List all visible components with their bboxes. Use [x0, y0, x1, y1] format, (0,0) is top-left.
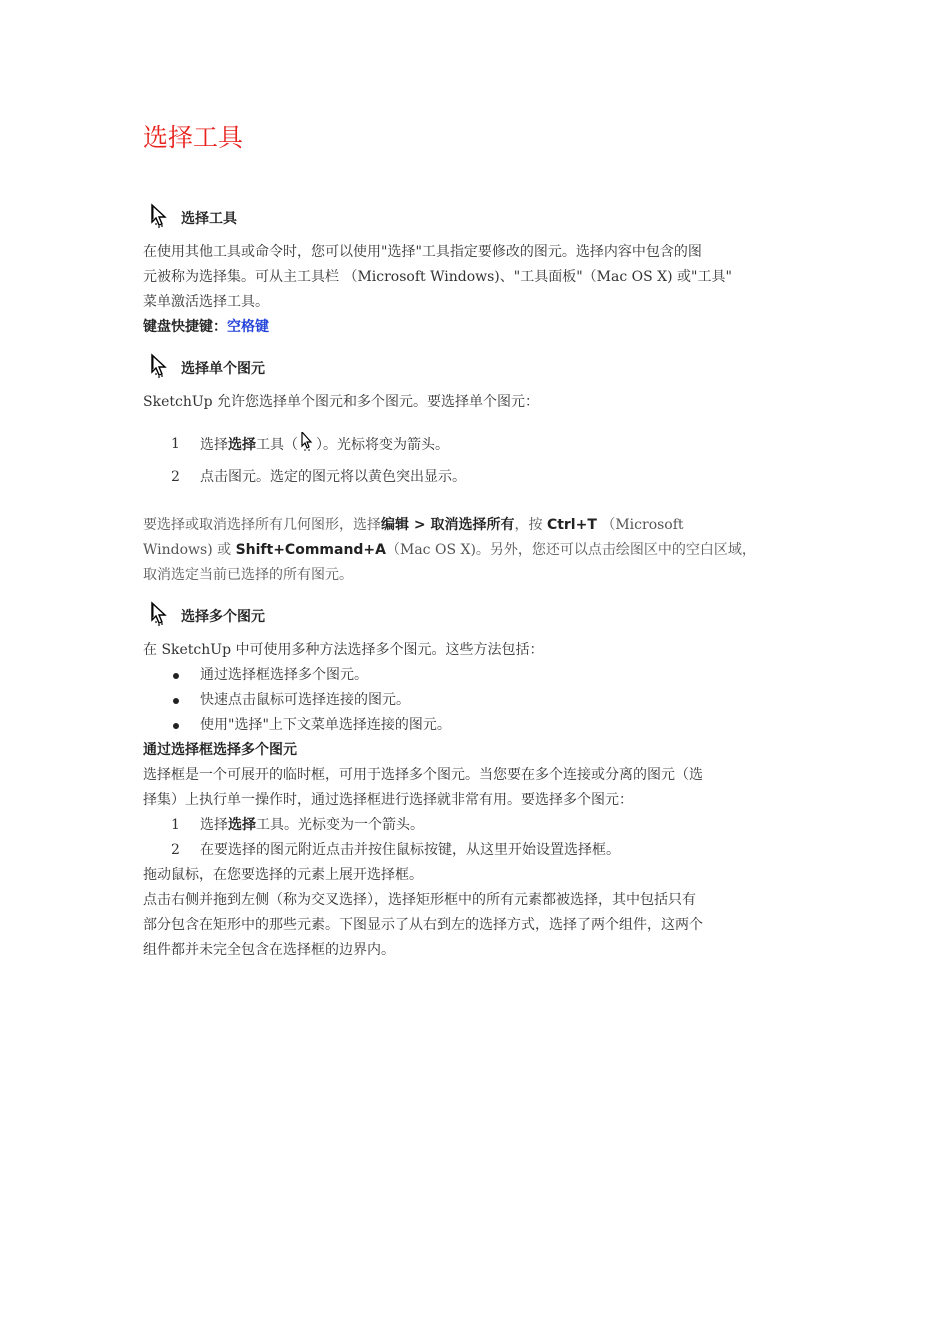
- text-line: 择集）上执行单一操作时，通过选择框进行选择就非常有用。要选择多个图元：: [143, 792, 633, 808]
- list-number: 2: [171, 469, 180, 485]
- shortcut-label: 键盘快捷键：: [143, 319, 227, 335]
- text: 工具（: [256, 437, 298, 453]
- deselect-paragraph: [143, 513, 805, 588]
- text-line: 在使用其他工具或命令时，您可以使用"选择"工具指定要修改的图元。选择内容中包含的图: [143, 244, 702, 260]
- list-item: [143, 432, 783, 458]
- text-line: 组件都并未完全包含在选择框的边界内。: [143, 942, 395, 958]
- bold-term: 选择: [228, 817, 256, 833]
- select-tool-icon: [298, 432, 316, 452]
- list-item: [143, 688, 783, 713]
- paragraph: [143, 763, 805, 813]
- text: 点击图元。选定的图元将以黄色突出显示。: [200, 469, 466, 485]
- shortcut-key: Shift+Command+A: [235, 542, 386, 558]
- shortcut-key: Ctrl+T: [546, 517, 597, 533]
- text: ，按: [514, 517, 543, 533]
- numbered-list: [143, 432, 783, 490]
- text: 要选择或取消选择所有几何图形，选择: [143, 517, 381, 533]
- bullet-list: [143, 663, 783, 738]
- section-heading: 选择单个图元: [181, 361, 265, 377]
- text-line: 点击右侧并拖到左侧（称为交叉选择），选择矩形框中的所有元素都被选择，其中包括只有: [143, 892, 696, 908]
- paragraph: SketchUp 允许您选择单个图元和多个图元。要选择单个图元：: [143, 394, 540, 410]
- paragraph: 在 SketchUp 中可使用多种方法选择多个图元。这些方法包括：: [143, 642, 544, 658]
- text: 取消选定当前已选择的所有图元。: [143, 567, 353, 583]
- bullet: [173, 698, 179, 704]
- bold-term: 选择: [228, 437, 256, 453]
- paragraph: 拖动鼠标，在您要选择的元素上展开选择框。: [143, 867, 423, 883]
- text: 选择: [200, 817, 228, 833]
- menu-path-edit: 编辑: [381, 517, 409, 533]
- menu-arrow: >: [409, 517, 431, 533]
- arrow-cursor-icon: [147, 600, 173, 626]
- bullet: [173, 673, 179, 679]
- section-heading: 选择多个图元: [181, 609, 265, 625]
- text: ）。光标将变为箭头。: [316, 437, 449, 453]
- text: 工具。光标变为一个箭头。: [256, 817, 424, 833]
- text: 在要选择的图元附近点击并按住鼠标按键，从这里开始设置选择框。: [200, 842, 620, 858]
- text: （Mac OS X)。另外，您还可以点击绘图区中的空白区域，: [386, 542, 756, 558]
- arrow-cursor-icon: [147, 352, 173, 378]
- arrow-cursor-icon: [147, 202, 173, 228]
- section-select-single-heading: [143, 352, 265, 378]
- list-number: 2: [171, 842, 180, 858]
- bullet: [173, 723, 179, 729]
- list-item: [143, 663, 783, 688]
- paragraph: [143, 240, 805, 315]
- list-item: [143, 838, 783, 863]
- text: 使用"选择"上下文菜单选择连接的图元。: [200, 717, 451, 733]
- numbered-list: [143, 813, 783, 863]
- text-line: 元被称为选择集。可从主工具栏 （Microsoft Windows)、"工具面板"（Mac OS X) 或"工具": [143, 269, 732, 285]
- section-select-multiple-heading: [143, 600, 265, 626]
- list-item: [143, 713, 783, 738]
- shortcut-key-link[interactable]: 空格键: [227, 319, 269, 335]
- text: Windows) 或: [143, 542, 232, 558]
- list-item: [143, 813, 783, 838]
- text: （Microsoft: [601, 517, 684, 533]
- paragraph: [143, 888, 805, 963]
- text-line: 部分包含在矩形中的那些元素。下图显示了从右到左的选择方式，选择了两个组件，这两个: [143, 917, 703, 933]
- section-select-tool-heading: [143, 202, 237, 228]
- list-item: [143, 465, 783, 490]
- list-number: 1: [171, 817, 180, 833]
- section-heading: 选择工具: [181, 211, 237, 227]
- page-title: 选择工具: [143, 123, 244, 152]
- text: 通过选择框选择多个图元。: [200, 667, 368, 683]
- text: 快速点击鼠标可选择连接的图元。: [200, 692, 410, 708]
- text-line: 菜单激活选择工具。: [143, 294, 269, 310]
- keyboard-shortcut-line: [143, 315, 805, 340]
- list-number: 1: [171, 436, 180, 452]
- subheading: 通过选择框选择多个图元: [143, 742, 297, 758]
- text: 选择: [200, 437, 228, 453]
- menu-path-deselect-all: 取消选择所有: [430, 517, 515, 533]
- text-line: 选择框是一个可展开的临时框，可用于选择多个图元。当您要在多个连接或分离的图元（选: [143, 767, 703, 783]
